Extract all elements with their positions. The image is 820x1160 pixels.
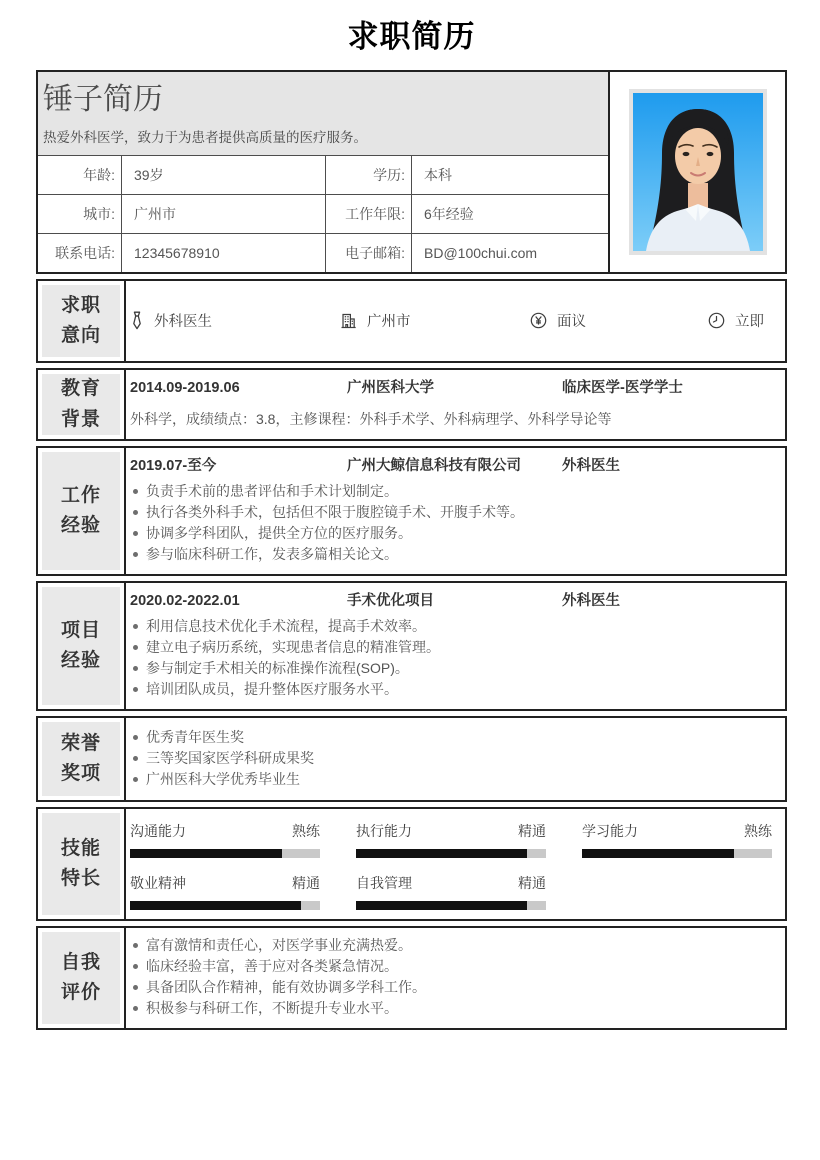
building-icon (340, 312, 357, 329)
info-value-email: BD@100chui.com (412, 233, 608, 272)
skill-dedication (130, 874, 320, 910)
work-bullet: 负责手术前的患者评估和手术计划制定。 (130, 481, 771, 502)
skill-level: 熟练 (744, 823, 772, 839)
tie-icon (130, 311, 144, 330)
profile-block (36, 70, 787, 274)
intention-availability-text: 立即 (735, 313, 764, 330)
skill-progress-fill (582, 849, 734, 858)
work-bullet: 执行各类外科手术，包括但不限于腹腔镜手术、开腹手术等。 (130, 502, 771, 523)
info-value-city: 广州市 (122, 194, 326, 233)
info-label-email: 电子邮箱: (326, 233, 412, 272)
job-intention-content (126, 281, 785, 361)
skill-learning (582, 822, 772, 858)
section-self-evaluation (36, 926, 787, 1030)
info-value-experience-years: 6年经验 (412, 194, 608, 233)
skill-progress-fill (130, 901, 301, 910)
section-skills (36, 807, 787, 921)
skill-progress-fill (356, 849, 527, 858)
section-education (36, 368, 787, 441)
skill-name: 自我管理 (356, 875, 412, 891)
skill-progress-fill (130, 849, 282, 858)
info-label-experience-years: 工作年限: (326, 194, 412, 233)
education-date: 2014.09-2019.06 (130, 380, 240, 396)
salary-icon (530, 312, 547, 329)
work-role: 外科医生 (562, 458, 620, 474)
section-job-intention (36, 279, 787, 363)
evaluation-bullet: 具备团队合作精神，能有效协调多学科工作。 (130, 977, 771, 998)
info-value-phone: 12345678910 (122, 233, 326, 272)
candidate-summary: 热爱外科医学，致力于为患者提供高质量的医疗服务。 (43, 130, 367, 145)
honor-bullet: 广州医科大学优秀毕业生 (130, 769, 771, 790)
honor-bullet: 三等奖国家医学科研成果奖 (130, 748, 771, 769)
info-label-degree: 学历: (326, 155, 412, 194)
section-label-evaluation: 自我 评价 (38, 928, 126, 1028)
project-name: 手术优化项目 (347, 593, 434, 609)
work-bullet-list (130, 481, 771, 565)
work-company: 广州大鲸信息科技有限公司 (347, 458, 521, 474)
evaluation-bullet: 富有激情和责任心，对医学事业充满热爱。 (130, 935, 771, 956)
skill-name: 学习能力 (582, 823, 638, 839)
project-head-row (130, 590, 771, 612)
skill-execution (356, 822, 546, 858)
skill-communication (130, 822, 320, 858)
education-head-row (130, 377, 771, 399)
info-label-city: 城市: (38, 194, 122, 233)
work-head-row (130, 455, 771, 477)
evaluation-content (126, 928, 785, 1028)
page-title: 求职简历 (347, 19, 476, 54)
project-date: 2020.02-2022.01 (130, 593, 240, 609)
skill-progress-bar (356, 901, 546, 910)
info-label-age: 年龄: (38, 155, 122, 194)
skill-name: 沟通能力 (130, 823, 186, 839)
skill-progress-fill (356, 901, 527, 910)
candidate-name: 锤子简历 (43, 83, 163, 116)
profile-left (38, 72, 608, 272)
project-content (126, 583, 785, 709)
section-label-education: 教育 背景 (38, 370, 126, 439)
skill-progress-bar (130, 849, 320, 858)
skill-level: 精通 (518, 875, 546, 891)
work-bullet: 参与临床科研工作，发表多篇相关论文。 (130, 544, 771, 565)
project-bullet: 参与制定手术相关的标准操作流程(SOP)。 (130, 658, 771, 679)
resume-header (38, 72, 608, 155)
skill-name: 敬业精神 (130, 875, 186, 891)
section-label-work: 工作 经验 (38, 448, 126, 574)
section-label-job-intention: 求职 意向 (38, 281, 126, 361)
skill-level: 精通 (518, 823, 546, 839)
id-photo (629, 89, 767, 255)
intention-availability (708, 310, 771, 331)
section-project-experience (36, 581, 787, 711)
honors-bullet-list (130, 727, 771, 790)
section-honors (36, 716, 787, 802)
project-role: 外科医生 (562, 593, 620, 609)
intention-city-text: 广州市 (367, 313, 411, 330)
skill-progress-bar (582, 849, 772, 858)
skills-grid (130, 816, 771, 910)
intention-position-text: 外科医生 (154, 313, 212, 330)
honor-bullet: 优秀青年医生奖 (130, 727, 771, 748)
work-date: 2019.07-至今 (130, 458, 217, 474)
skills-content (126, 809, 785, 919)
info-label-phone: 联系电话: (38, 233, 122, 272)
intention-salary (530, 310, 708, 331)
skill-progress-bar (356, 849, 546, 858)
intention-salary-text: 面议 (557, 313, 586, 330)
education-degree: 临床医学-医学学士 (562, 380, 683, 396)
info-value-degree: 本科 (412, 155, 608, 194)
section-label-skills: 技能 特长 (38, 809, 126, 919)
basic-info-table (38, 155, 608, 272)
skill-self-management (356, 874, 546, 910)
intention-position (130, 310, 340, 331)
section-work-experience (36, 446, 787, 576)
section-label-project: 项目 经验 (38, 583, 126, 709)
info-value-age: 39岁 (122, 155, 326, 194)
intention-city (340, 310, 530, 331)
clock-icon (708, 312, 725, 329)
work-content (126, 448, 785, 574)
section-label-honors: 荣誉 奖项 (38, 718, 126, 800)
evaluation-bullet: 积极参与科研工作，不断提升专业水平。 (130, 998, 771, 1019)
project-bullet: 利用信息技术优化手术流程，提高手术效率。 (130, 616, 771, 637)
education-school: 广州医科大学 (347, 380, 434, 396)
skill-progress-bar (130, 901, 320, 910)
education-content (126, 370, 785, 439)
evaluation-bullet: 临床经验丰富，善于应对各类紧急情况。 (130, 956, 771, 977)
evaluation-bullet-list (130, 935, 771, 1019)
skill-level: 熟练 (292, 823, 320, 839)
photo-area (608, 72, 785, 272)
skill-level: 精通 (292, 875, 320, 891)
project-bullet: 培训团队成员，提升整体医疗服务水平。 (130, 679, 771, 700)
project-bullet-list (130, 616, 771, 700)
project-bullet: 建立电子病历系统，实现患者信息的精准管理。 (130, 637, 771, 658)
portrait-graphic (633, 93, 763, 251)
work-bullet: 协调多学科团队，提供全方位的医疗服务。 (130, 523, 771, 544)
education-detail: 外科学，成绩绩点：3.8，主修课程：外科手术学、外科病理学、外科学导论等 (130, 411, 612, 427)
honors-content (126, 718, 785, 800)
skill-name: 执行能力 (356, 823, 412, 839)
